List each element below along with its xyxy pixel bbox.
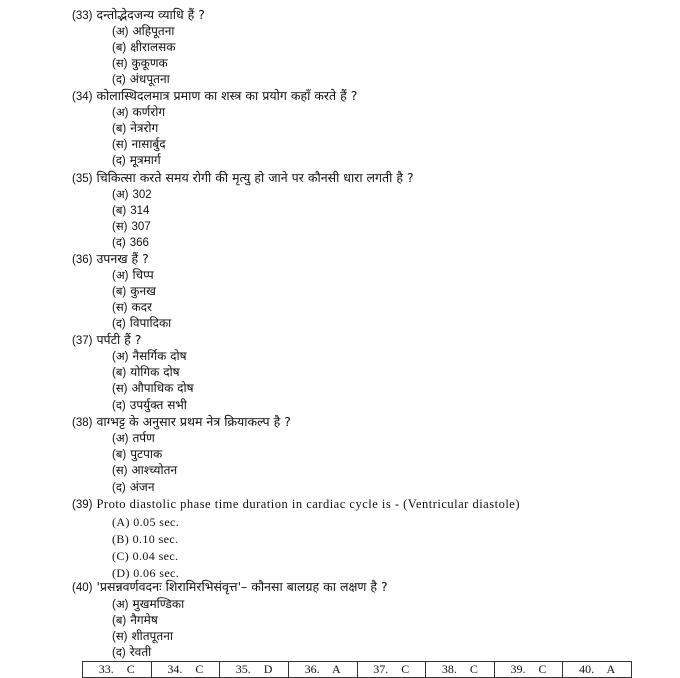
option-text: उपर्युक्त सभी [129, 398, 187, 412]
question-number: (33) [72, 10, 93, 22]
option-text: मूत्रमार्ग [129, 153, 161, 167]
answer-key-cell: 34. C [151, 662, 220, 677]
option-40-d[interactable] [112, 644, 151, 661]
option-label: (द) [112, 74, 126, 86]
option-label: (ब) [112, 449, 127, 461]
question-36 [72, 251, 149, 268]
option-text: नैसर्गिक दोष [132, 349, 187, 363]
option-text: तर्पण [132, 431, 155, 445]
option-text: 307 [131, 221, 151, 233]
option-text: अंधपूतना [129, 72, 170, 86]
option-text: 302 [132, 189, 152, 201]
option-38-b[interactable] [112, 446, 162, 463]
option-text: रेवती [129, 645, 152, 659]
option-text: क्षीरालसक [130, 40, 176, 54]
option-34-b[interactable] [112, 120, 158, 137]
option-label: (स) [112, 139, 128, 151]
question-39 [72, 496, 520, 513]
option-label: (द) [112, 237, 126, 249]
option-text: (C) 0.04 sec. [112, 549, 179, 563]
question-40 [72, 579, 388, 596]
option-37-c[interactable] [112, 380, 194, 397]
option-label: (ब) [112, 205, 127, 217]
option-label: (अ) [112, 351, 129, 363]
answer-key-cell: 35. D [219, 662, 288, 677]
option-label: (स) [112, 58, 128, 70]
option-37-a[interactable] [112, 348, 187, 365]
option-33-c[interactable] [112, 55, 168, 72]
option-label: (द) [112, 155, 126, 167]
option-40-a[interactable] [112, 596, 184, 613]
option-label: (ब) [112, 42, 127, 54]
option-40-b[interactable] [112, 612, 158, 629]
answer-key-cell: 37. C [357, 662, 426, 677]
option-36-b[interactable] [112, 283, 156, 300]
option-text: 366 [129, 237, 149, 249]
option-label: (अ) [112, 270, 129, 282]
question-text: वाग्भट्ट के अनुसार प्रथम नेत्र क्रियाकल्प है ? [96, 414, 291, 429]
option-39-b[interactable] [112, 531, 179, 547]
option-label: (स) [112, 221, 128, 233]
option-35-a[interactable] [112, 186, 152, 203]
option-label: (अ) [112, 433, 129, 445]
option-text: (D) 0.06 sec. [112, 566, 180, 580]
option-label: (ब) [112, 367, 127, 379]
option-39-a[interactable] [112, 514, 179, 530]
option-text: अंजन [129, 480, 155, 494]
option-label: (स) [112, 383, 128, 395]
question-text: चिकित्सा करते समय रोगी की मृत्यु हो जाने पर कौनसी धारा लगती है ? [96, 170, 414, 185]
question-38 [72, 414, 291, 431]
option-36-c[interactable] [112, 299, 152, 316]
option-40-c[interactable] [112, 628, 173, 645]
option-text: औपाधिक दोष [131, 381, 194, 395]
option-text: विपादिका [129, 316, 172, 330]
answer-key-cell: 36. A [288, 662, 357, 677]
option-35-b[interactable] [112, 202, 149, 219]
answer-key-cell: 38. C [425, 662, 494, 677]
option-label: (अ) [112, 189, 129, 201]
option-text: कर्णरोग [132, 105, 166, 119]
option-text: कदर [131, 300, 152, 314]
option-text: नेत्ररोग [130, 121, 159, 135]
question-text: उपनख हैं ? [96, 251, 149, 266]
option-34-a[interactable] [112, 104, 165, 121]
question-text: पर्पटी हैं ? [96, 332, 142, 347]
question-number: (37) [72, 335, 93, 347]
question-text: 'प्रसन्नवर्णवदनः शिरामिरभिसंवृत्त'– कौनसा बालग्रह का लक्षण है ? [96, 579, 388, 594]
option-text: अहिपूतना [132, 24, 175, 38]
option-35-c[interactable] [112, 218, 151, 235]
option-text: 314 [130, 205, 150, 217]
option-text: नासार्बुद [131, 137, 166, 151]
option-label: (अ) [112, 107, 129, 119]
option-label: (द) [112, 482, 126, 494]
question-number: (40) [72, 582, 93, 594]
option-label: (स) [112, 631, 128, 643]
question-number: (35) [72, 173, 93, 185]
option-36-a[interactable] [112, 267, 154, 284]
question-text: Proto diastolic phase time duration in cardiac cycle is - (Ventricular diastole) [96, 497, 521, 511]
option-35-d[interactable] [112, 234, 149, 251]
question-text: दन्तोद्भेदजन्य व्याधि हैं ? [96, 7, 205, 22]
option-38-d[interactable] [112, 479, 155, 496]
option-text: पुटपाक [130, 447, 163, 461]
option-34-c[interactable] [112, 136, 166, 153]
question-number: (39) [72, 499, 93, 511]
question-34 [72, 88, 357, 105]
option-label: (ब) [112, 286, 127, 298]
option-36-d[interactable] [112, 315, 171, 332]
option-text: शीतपूतना [131, 629, 173, 643]
option-37-b[interactable] [112, 364, 180, 381]
answer-key-cell: 40. A [562, 662, 632, 677]
option-label: (द) [112, 647, 126, 659]
option-label: (ब) [112, 123, 127, 135]
answer-key-cell: 33. C [82, 662, 151, 677]
option-text: योगिक दोष [130, 365, 180, 379]
option-label: (अ) [112, 599, 129, 611]
question-number: (34) [72, 91, 93, 103]
question-37 [72, 332, 141, 349]
question-number: (38) [72, 417, 93, 429]
option-label: (स) [112, 465, 128, 477]
option-text: आश्च्योतन [131, 463, 178, 477]
option-33-a[interactable] [112, 23, 175, 40]
option-label: (स) [112, 302, 128, 314]
question-33 [72, 7, 205, 24]
option-text: (A) 0.05 sec. [112, 515, 180, 529]
option-33-d[interactable] [112, 71, 170, 88]
option-label: (द) [112, 400, 126, 412]
option-label: (अ) [112, 26, 129, 38]
question-35 [72, 170, 414, 187]
option-label: (ब) [112, 615, 127, 627]
answer-key-cell: 39. C [494, 662, 563, 677]
option-39-c[interactable] [112, 548, 179, 564]
option-text: (B) 0.10 sec. [112, 532, 179, 546]
option-34-d[interactable] [112, 152, 161, 169]
option-38-c[interactable] [112, 462, 177, 479]
option-38-a[interactable] [112, 430, 155, 447]
option-text: नैगमेष [130, 613, 158, 627]
option-text: मुखमण्डिका [132, 597, 185, 611]
question-text: कोलास्थिदलमात्र प्रमाण का शस्त्र का प्रयोग कहाँ करते हैं ? [96, 88, 358, 103]
question-number: (36) [72, 254, 93, 266]
option-33-b[interactable] [112, 39, 175, 56]
option-37-d[interactable] [112, 397, 187, 414]
option-text: कुकूणक [131, 56, 168, 70]
option-text: कुनख [130, 284, 156, 298]
option-label: (द) [112, 318, 126, 330]
option-text: चिप्प [132, 268, 154, 282]
answer-key-table [82, 661, 632, 678]
